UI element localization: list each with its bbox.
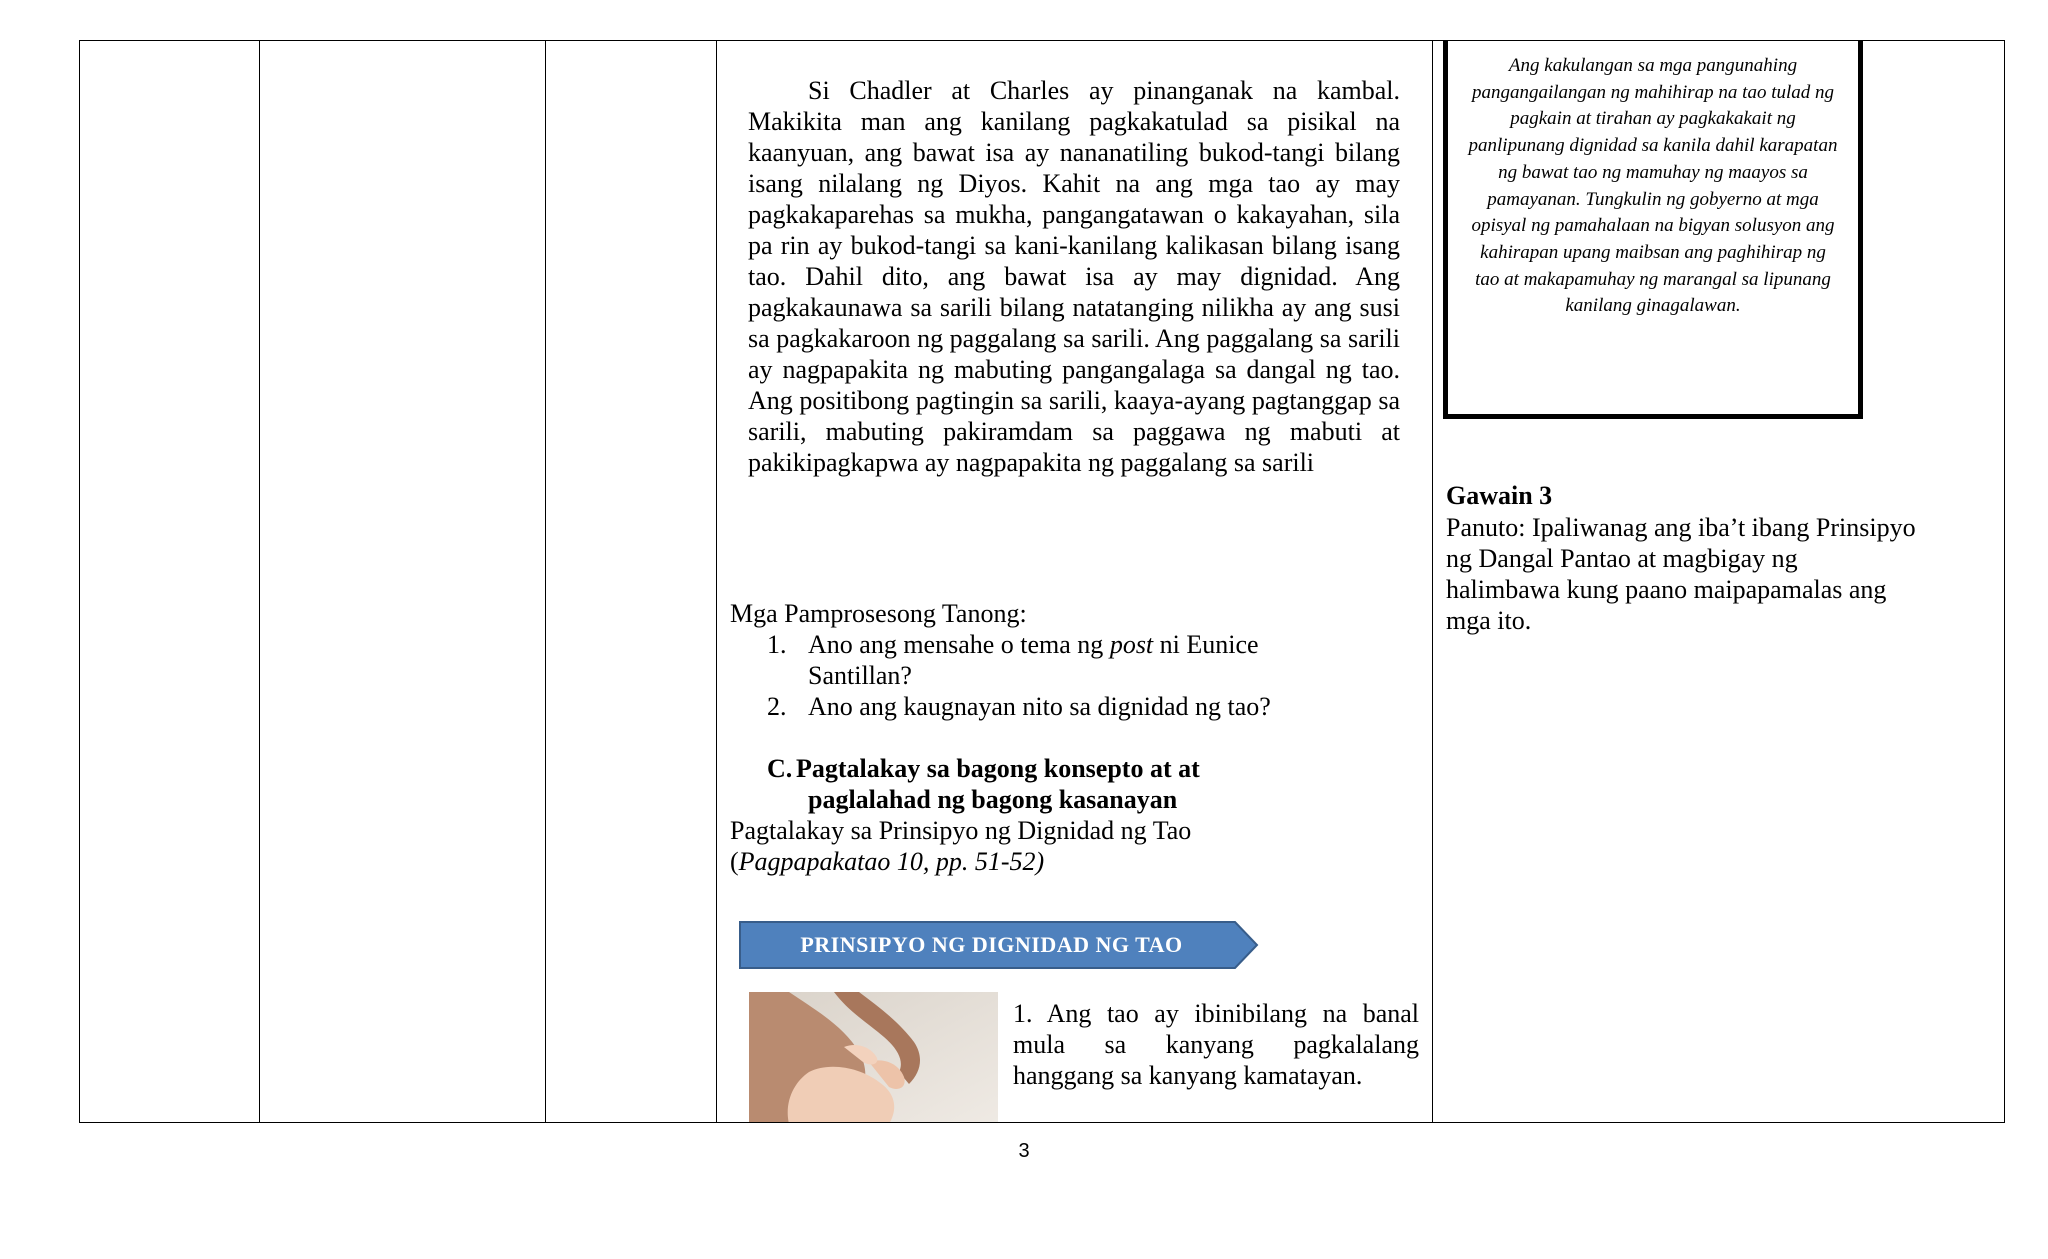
column-divider (545, 41, 546, 1122)
column-divider (259, 41, 260, 1122)
hands-photo (749, 992, 998, 1122)
page-number: 3 (1018, 1140, 1030, 1162)
section-c-reference: (Pagpapakatao 10, pp. 51-52) (730, 847, 1045, 876)
principle-1: 1. Ang tao ay ibinibilang na banal mula sa kanyang pagkalalang hanggang sa kanyang kamatayan. (1013, 999, 1419, 1090)
text-box (1443, 41, 1863, 419)
section-c-title: Pagtalakay sa bagong konsepto at at (796, 754, 1200, 783)
question-1: Ano ang mensahe o tema ng post ni Eunice (808, 630, 1259, 659)
questions-heading: Mga Pamprosesong Tanong: (730, 599, 1027, 628)
question-1-continuation: Santillan? (808, 661, 912, 690)
box-text: Ang kakulangan sa mga pangunahing pangangailangan ng mahihirap na tao tulad ng pagkain at tirahan ay pagkakakait ng panlipunang dignidad sa kanila dahil karapatan ng bawat tao ng mamuhay ng maayos sa pamayanan. Tungkulin ng gobyerno at mga opisyal ng pamahalaan na bigyan solusyon ang kahirapan upang maibsan ang paghihirap ng tao at makapamuhay ng marangal sa lipunang kanilang ginagalawan. (1468, 55, 1838, 317)
gawain-instructions: Panuto: Ipaliwanag ang iba’t ibang Prinsipyo ng Dangal Pantao at magbigay ng halimbawa kung paano maipapamalas ang mga ito. (1446, 513, 1916, 635)
gawain-title: Gawain 3 (1446, 481, 1553, 510)
banner-label: PRINSIPYO NG DIGNIDAD NG TAO (800, 932, 1183, 957)
section-c-label: C. (767, 754, 793, 783)
lesson-table (79, 40, 2005, 1123)
question-number: 1. (767, 630, 787, 659)
section-c-title-continuation: paglalahad ng bagong kasanayan (808, 785, 1178, 814)
content-cell (717, 41, 1432, 1122)
question-2: Ano ang kaugnayan nito sa dignidad ng tao? (808, 692, 1271, 721)
story-paragraph: Si Chadler at Charles ay pinanganak na kambal. Makikita man ang kanilang pagkakatulad sa pisikal na kaanyuan, ang bawat isa ay nananatiling bukod-tangi bilang isang nilalang ng Diyos. Kahit na ang mga tao ay may pagkakaparehas sa mukha, pangangatawan o kakayahan, sila pa rin ay bukod-tangi sa kani-kanilang kalikasan bilang isang tao. Dahil dito, ang bawat isa ay may dignidad. Ang pagkakaunawa sa sarili bilang natatanging nilikha ay ang susi sa pagkakaroon ng paggalang sa sarili. Ang paggalang sa sarili ay nagpapakita ng mabuting pangangalaga sa dangal ng tao. Ang positibong pagtingin sa sarili, kaaya-ayang pagtanggap sa sarili, mabuting pakiramdam sa paggawa ng mabuti at pakikipagkapwa ay nagpapakita ng paggalang sa sarili (748, 76, 1400, 477)
question-number: 2. (767, 692, 787, 721)
section-c-description: Pagtalakay sa Prinsipyo ng Dignidad ng Tao (730, 816, 1192, 845)
right-cell (1433, 41, 2006, 1122)
